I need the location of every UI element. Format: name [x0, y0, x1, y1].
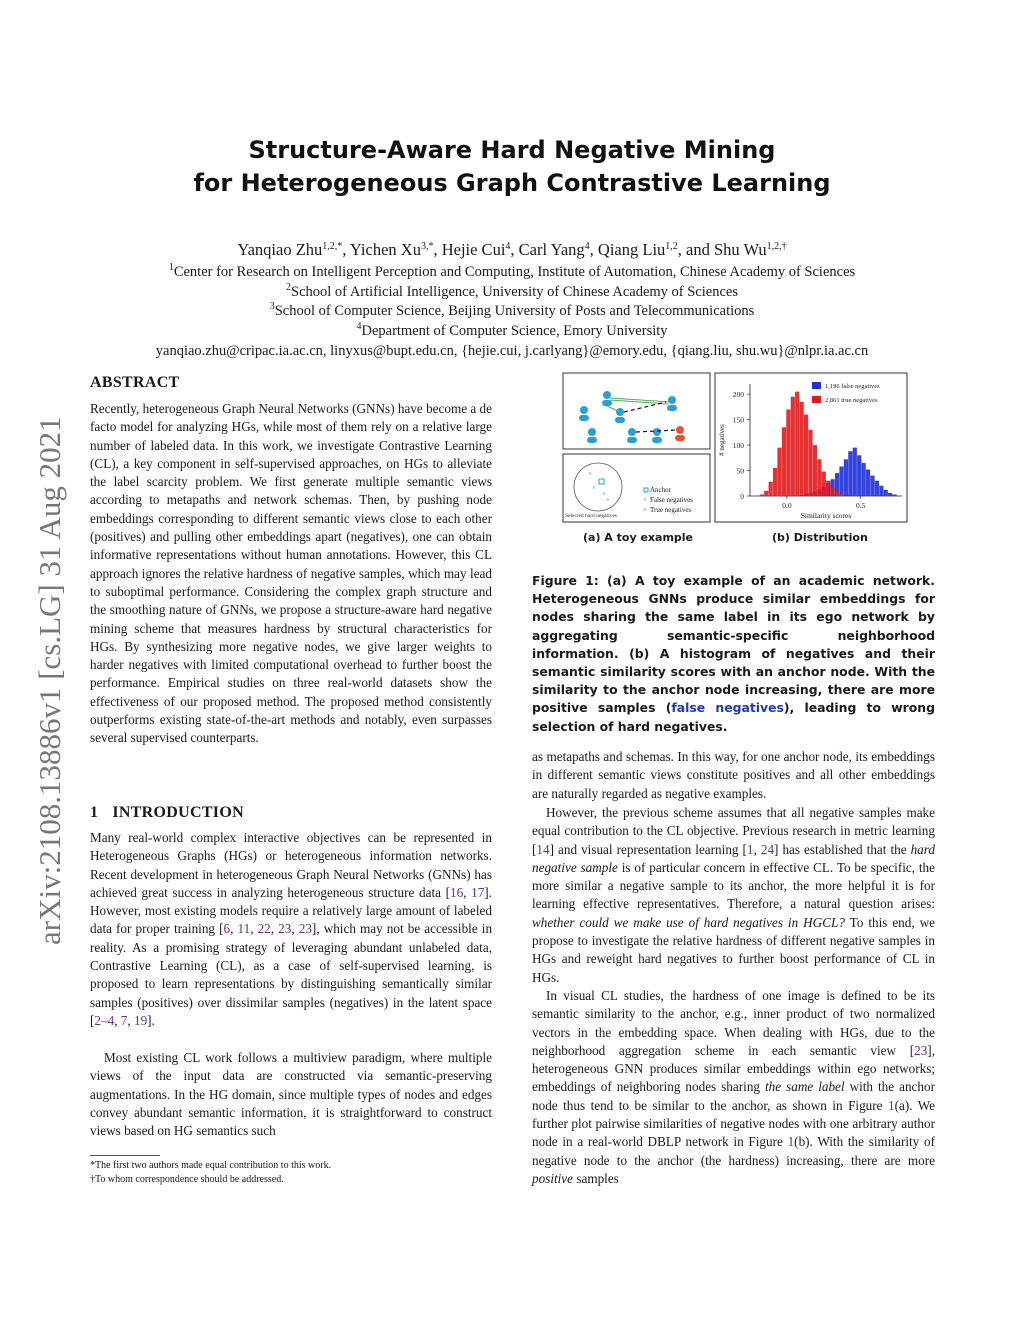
- bar-true-negative: [782, 427, 786, 496]
- citation-link[interactable]: 1: [746, 841, 754, 857]
- citation-link[interactable]: 11: [237, 921, 251, 937]
- author-name: Yichen Xu: [349, 240, 421, 259]
- bar-true-negative: [835, 492, 839, 496]
- x-tick-label: 0.0: [782, 501, 792, 510]
- affiliation-3: $^3$School of Computer Science, Beijing University of Posts and Telecommunications: [269, 301, 755, 320]
- intro-paragraph-2: Most existing CL work follows a multiview paradigm, where multiple views of the input data are constructed via semantic-preserving augmentations. In the HG domain, since multiple types of nodes and edges convey abundant semantic information, it is straightforward to construct views based on HG semantics such: [90, 1050, 492, 1139]
- y-tick-label: 150: [732, 415, 744, 425]
- citation-link[interactable]: 22: [257, 921, 271, 937]
- citation-link[interactable]: 24: [760, 841, 775, 857]
- bar-false-negative: [839, 466, 843, 496]
- subcaption-b: (b) Distribution: [772, 531, 868, 544]
- author-name: Carl Yang: [518, 240, 585, 259]
- legend-swatch: [812, 382, 821, 389]
- toy-legend-panel: [563, 454, 710, 522]
- citation-link[interactable]: 2–4: [94, 1012, 115, 1028]
- bar-true-negative: [831, 488, 835, 496]
- abstract-text: Recently, heterogeneous Graph Neural Networks (GNNs) have become a de facto model for analyzing HGs, while most of them rely on a relative large number of labeled data. In this work, we investigate Contrastive Learning (CL), a key component in self-supervised approaches, on HGs to alleviate the label scarcity problem. We first generate multiple semantic views according to metapaths and network schemas. Then, by pushing node embeddings corresponding to different semantic views close to each other (positives) and pulling other embeddings apart (negatives), one can obtain informative representations without human annotations. However, this CL approach ignores the relative hardness of negative samples, which may lead to suboptimal performance. Considering the complex graph structure and the smoothing nature of GNNs, we propose a structure-aware hard negative mining scheme that measures hardness by structural characteristics for HGs. By synthesizing more negative nodes, we give larger weights to harder negatives with limited computational overhead to further boost the performance. Empirical studies on three real-world datasets show the effectiveness of our proposed method. The proposed method consistently outperforms existing state-of-the-art methods and notably, even surpasses several supervised counterparts.: [90, 401, 492, 746]
- title-line-1: Structure-Aware Hard Negative Mining: [248, 136, 776, 164]
- author-list: Yanqiao Zhu$^{1,2,*}$, Yichen $Xu^{3,*}$, Hejie Cui$^4$, Carl Yang$^4$, Qiang Liu$^{1,2}$, and Shu $Wu^{1,2,\dagger}$: [237, 240, 787, 259]
- y-tick-label: 50: [736, 466, 744, 476]
- toy-network-panel: [563, 373, 710, 449]
- author-name: Shu Wu: [714, 240, 767, 259]
- bar-true-negative: [764, 491, 768, 496]
- bar-true-negative: [773, 468, 777, 496]
- right-paragraph-1: as metapaths and schemas. In this way, for one anchor node, its embeddings in different semantic views constitute positives and all other embeddings are naturally regarded as negative examples.: [532, 749, 935, 801]
- false-negatives-link: false negatives: [671, 700, 784, 716]
- author-name: Qiang Liu: [597, 240, 666, 259]
- intro-heading: 1 INTRODUCTION: [90, 804, 244, 821]
- y-tick-label: 200: [732, 390, 744, 400]
- bar-true-negative: [760, 494, 764, 496]
- svg-text:×: ×: [606, 496, 610, 504]
- bar-false-negative: [853, 448, 857, 496]
- citation-link[interactable]: 23: [914, 1042, 928, 1058]
- citation-link[interactable]: 23: [278, 921, 292, 937]
- bar-true-negative: [769, 482, 773, 496]
- bar-false-negative: [857, 455, 861, 496]
- bar-true-negative: [786, 409, 790, 496]
- y-axis-label: # negatives: [718, 424, 726, 456]
- figure-caption: Figure 1: (a) A toy example of an academic network. Heterogeneous GNNs produce similar embeddings for nodes sharing the same label in its ego network by aggregating semantic-specific neighborhood information. (b) A histogram of negatives and their semantic similarity scores with an anchor node. With the similarity to the anchor node increasing, there are more positive samples (false negatives), leading to wrong selection of hard negatives.: [532, 573, 935, 734]
- bar-false-negative: [879, 486, 883, 496]
- bar-true-negative: [800, 402, 804, 496]
- histogram-plot: [718, 382, 902, 520]
- footnote-equal-contribution: *The first two authors made equal contribution to this work.: [90, 1160, 332, 1171]
- bar-false-negative: [866, 470, 870, 496]
- affiliations: [90, 263, 934, 362]
- bar-true-negative: [791, 397, 795, 496]
- bar-false-negative: [870, 476, 874, 496]
- affiliation-2: $^2$School of Artificial Intelligence, University of Chinese Academy of Sciences: [286, 281, 738, 300]
- graph-edges: [607, 398, 670, 412]
- svg-text:×: ×: [643, 506, 647, 514]
- subcaption-a: (a) A toy example: [583, 531, 694, 544]
- bar-true-negative: [822, 472, 826, 496]
- arxiv-id: arXiv:2108.13886v1 [cs.LG] 31 Aug 2021: [32, 416, 67, 945]
- bar-true-negative: [826, 481, 830, 496]
- svg-text:×: ×: [643, 496, 647, 504]
- legend-swatch: [812, 396, 821, 403]
- affiliation-1: $^1$Center for Research on Intelligent Perception and Computing, Institute of Automation, Chinese Academy of Sciences: [168, 262, 856, 280]
- figure-1: [562, 372, 908, 524]
- selected-hard-negatives-label: Selected hard negatives: [565, 513, 617, 519]
- bar-false-negative: [844, 459, 848, 496]
- citation-link[interactable]: 17: [471, 884, 485, 900]
- bar-true-negative: [813, 445, 817, 496]
- legend-label: 1,196 false negatives: [825, 383, 880, 390]
- citation-link[interactable]: 14: [536, 841, 550, 857]
- citation-link[interactable]: 19: [133, 1012, 148, 1028]
- right-paragraph-3: In visual CL studies, the hardness of one image is defined to be its semantic similarity to the anchor, e.g., inner product of two normalized vectors in the embedding space. When dealing with HGs, due to the neighborhood aggregation scheme in each semantic view [23], heterogeneous GNN produces similar embeddings within ego networks; embeddings of neighboring nodes sharing the same label with the anchor node thus tend to be similar to the anchor, as shown in Figure 1(a). We further plot pairwise similarities of negative nodes with one arbitrary author node in a real-world DBLP network in Figure 1(b). With the similarity of negative node to the anchor (the hardness) increasing, there are more positive samples: [532, 988, 935, 1186]
- citation-link[interactable]: 7: [120, 1012, 128, 1028]
- citation-link[interactable]: 23: [298, 921, 312, 937]
- svg-text:×: ×: [592, 484, 596, 492]
- x-tick-label: 0.5: [855, 501, 866, 510]
- paper-title: [100, 134, 924, 200]
- footnote-correspondence: †To whom correspondence should be addressed.: [90, 1174, 284, 1185]
- y-tick-label: 0: [740, 492, 744, 501]
- bar-true-negative: [817, 459, 821, 496]
- person-icon-negative: [675, 426, 685, 441]
- citation-link[interactable]: 1: [787, 1134, 795, 1150]
- bar-false-negative: [862, 463, 866, 496]
- bar-true-negative: [839, 494, 843, 496]
- histogram-panel: [715, 373, 907, 522]
- author-name: Hejie Cui: [441, 240, 506, 259]
- bar-false-negative: [875, 481, 879, 496]
- bar-true-negative: [795, 392, 799, 496]
- intro-paragraph-1: Many real-world complex interactive objectives can be represented in Heterogeneous Graphs (HGs) or heterogeneous information networks. Recent development in heterogeneous Graph Neural Networks (GNNs) has achieved great success in analyzing heterogeneous structure data [16, 17]. However, most existing models require a relatively large amount of labeled data for proper training [6, 11, 22, 23, 23], which may not be accessible in reality. As a promising strategy of leveraging abundant unlabeled data, Contrastive Learning (CL), as a case of self-supervised learning, is proposed to learn representations by distinguishing semantically similar samples (positives) over dissimilar samples (negatives) in the latent space [2–4, 7, 19].: [90, 830, 493, 1028]
- bar-false-negative: [884, 490, 888, 496]
- author-name: Yanqiao Zhu: [237, 240, 323, 259]
- svg-text:×: ×: [602, 490, 606, 498]
- bar-false-negative: [848, 451, 852, 496]
- legend-true-negatives: True negatives: [650, 506, 692, 514]
- author-emails: yanqiao.zhu@cripac.ia.ac.cn, linyxus@bupt.edu.cn, {hejie.cui, j.carlyang}@emory.edu, {qiang.liu, shu.wu}@nlpr.ia.ac.cn: [155, 342, 869, 359]
- legend-anchor: Anchor: [650, 486, 671, 494]
- title-line-2: for Heterogeneous Graph Contrastive Learning: [193, 169, 831, 197]
- affiliation-4: $^4$Department of Computer Science, Emory University: [356, 321, 668, 340]
- bar-true-negative: [804, 415, 808, 496]
- anchor-marker: [599, 479, 604, 484]
- bar-true-negative: [777, 448, 781, 496]
- legend-false-negatives: False negatives: [650, 496, 693, 504]
- legend-label: 2,861 true negatives: [825, 397, 878, 404]
- bar-false-negative: [893, 494, 897, 496]
- bar-false-negative: [888, 493, 892, 496]
- svg-text:×: ×: [588, 470, 592, 478]
- x-axis-label: Similarity scores: [800, 511, 852, 520]
- right-paragraph-2: However, the previous scheme assumes that all negative samples make equal contribution to the CL objective. Previous research in metric learning [14] and visual representation learning [1, 24] has established that the hard negative sample is of particular concern in effective CL. To be specific, the more similar a negative sample to its anchor, the more helpful it is for learning effective representatives. Therefore, a natural question arises: whether could we make use of hard negatives in HGCL? To this end, we propose to investigate the relative hardness of different negative samples in HGs and reweight hard negatives to further boost performance of CL in HGs.: [532, 805, 936, 985]
- arxiv-sidebar: [6, 355, 76, 955]
- citation-link[interactable]: 6: [223, 921, 231, 937]
- bar-true-negative: [808, 430, 812, 496]
- abstract-heading: ABSTRACT: [90, 374, 180, 391]
- citation-link[interactable]: 16: [449, 884, 464, 900]
- footnote-rule: [90, 1155, 160, 1156]
- citation-link[interactable]: 1: [887, 1097, 895, 1113]
- y-tick-label: 100: [732, 441, 744, 451]
